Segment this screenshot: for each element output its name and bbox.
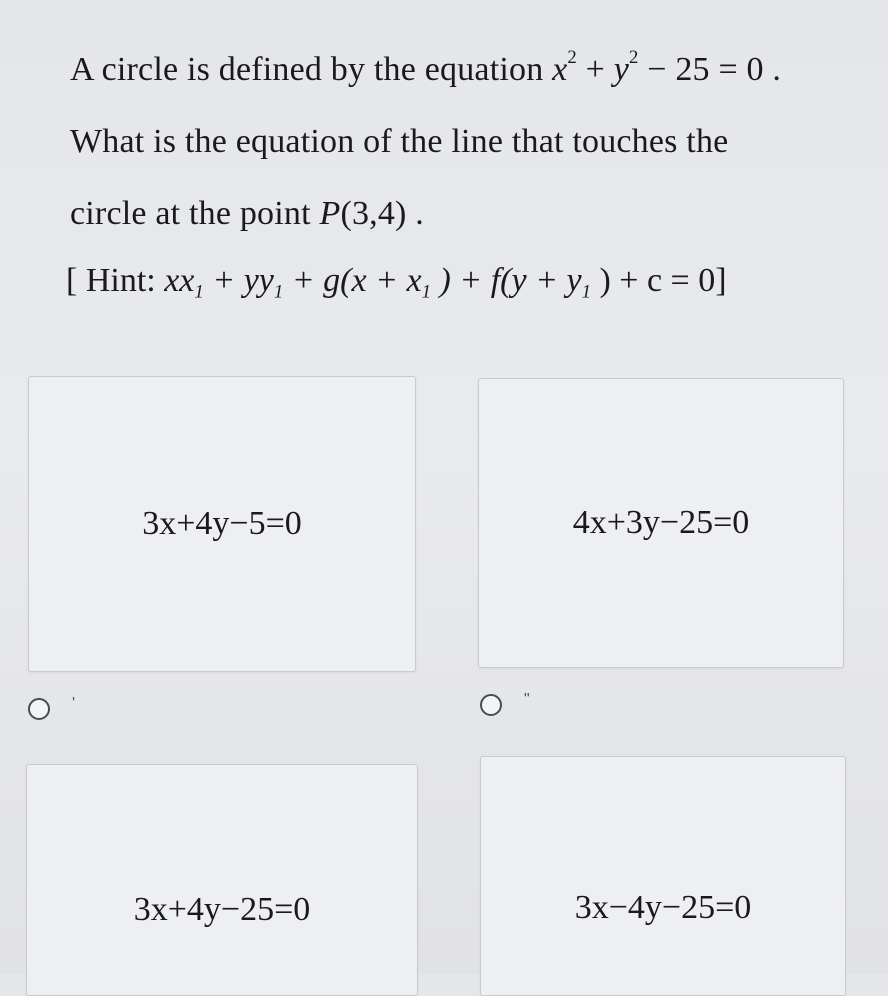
question-line-3 [70, 178, 860, 250]
hint-term-1 [164, 262, 204, 303]
option-c-equation: 3x+4y−25=0 [133, 891, 311, 928]
hint-term-3-sub: 1 [421, 281, 431, 303]
option-card-c[interactable] [26, 764, 418, 996]
point-letter: P [319, 195, 341, 232]
point-label [319, 195, 406, 232]
hint-term-1-text: xx [164, 262, 195, 299]
question-line-1-text: A circle is defined by the equation [70, 51, 553, 88]
hint-term-1-sub: 1 [194, 281, 204, 303]
question-text [70, 34, 860, 250]
option-a-tag: ' [72, 695, 76, 712]
hint-term-2-text: + yy [212, 262, 274, 299]
question-line-3-text: circle at the point [70, 195, 320, 232]
eq-x-exponent: 2 [567, 47, 577, 69]
option-card-d[interactable] [480, 756, 846, 996]
option-a-radio-row[interactable] [28, 695, 76, 720]
option-card-b[interactable] [478, 378, 844, 668]
hint-term-3-text: + g(x + x [291, 262, 422, 299]
eq-y-exponent: 2 [629, 47, 639, 69]
option-b-equation: 4x+3y−25=0 [572, 504, 750, 541]
eq-x: x [552, 51, 568, 88]
option-card-a[interactable] [28, 376, 416, 672]
hint-term-3 [291, 262, 431, 303]
hint-term-2-sub: 1 [273, 281, 284, 303]
question-line-2: What is the equation of the line that touches the [70, 123, 729, 160]
hint-close: ) + c = 0] [599, 262, 727, 299]
option-b-radio-row[interactable] [480, 691, 530, 716]
hint-text [66, 262, 727, 303]
hint-open: [ Hint: [66, 262, 165, 299]
eq-plus: + [576, 51, 614, 88]
eq-period: . [763, 51, 782, 88]
point-coords: (3,4) [340, 195, 407, 232]
hint-term-2 [212, 262, 284, 303]
option-a-radio[interactable] [28, 698, 50, 720]
question-line-1 [70, 34, 860, 106]
hint-term-4-text: ) + f(y + y [439, 262, 582, 299]
option-d-equation: 3x−4y−25=0 [574, 889, 752, 926]
hint-term-4-sub: 1 [581, 281, 591, 303]
hint-term-4 [439, 262, 591, 303]
option-a-equation: 3x+4y−5=0 [142, 505, 302, 542]
question-line-3-period: . [415, 195, 424, 232]
eq-rest: − 25 = 0 [638, 51, 764, 88]
option-b-radio[interactable] [480, 694, 502, 716]
option-b-tag: " [524, 691, 530, 708]
circle-equation [552, 47, 782, 88]
eq-y: y [613, 51, 630, 88]
